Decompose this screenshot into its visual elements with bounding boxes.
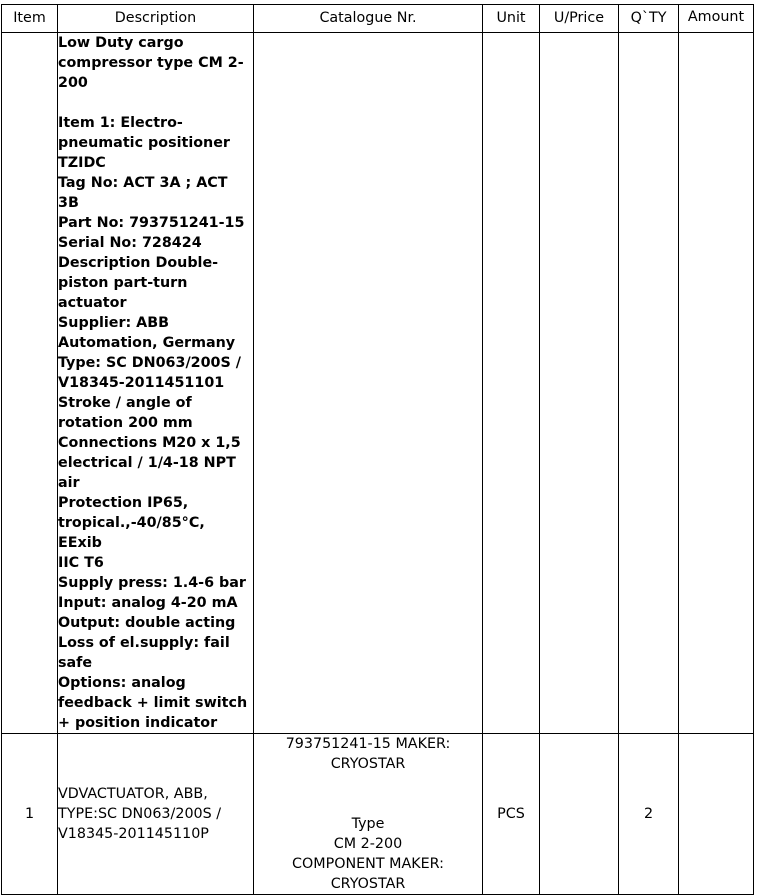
spec-unit-cell	[483, 33, 540, 734]
header-unit: Unit	[483, 5, 540, 33]
header-description: Description	[58, 5, 254, 33]
header-catalogue: Catalogue Nr.	[254, 5, 483, 33]
row-description: VDVACTUATOR, ABB, TYPE:SC DN063/200S / V18345-201145110P	[58, 734, 254, 895]
row-item-number: 1	[2, 734, 58, 895]
table-row	[2, 734, 754, 895]
quotation-table	[1, 4, 754, 895]
header-item: Item	[2, 5, 58, 33]
spec-amount-cell	[679, 33, 754, 734]
row-catalogue: 793751241-15 MAKER: CRYOSTAR Type CM 2-200 COMPONENT MAKER: CRYOSTAR	[254, 734, 483, 895]
spec-description: Low Duty cargo compressor type CM 2- 200 Item 1: Electro- pneumatic positioner TZIDC Tag No: ACT 3A ; ACT 3B Part No: 793751241-15 Serial No: 728424 Description Double- piston part-turn actuator Supplier: ABB Automation, Germany Type: SC DN063/200S / V18345-2011451101 Stroke / angle of rotation 200 mm Connections M20 x 1,5 electrical / 1/4-18 NPT air Protection IP65, tropical.,-40/85°C, EExib IIC T6 Supply press: 1.4-6 bar Input: analog 4-20 mA Output: double acting Loss of el.supply: fail safe Options: analog feedback + limit switch + position indicator	[58, 33, 254, 734]
spec-catalogue-cell	[254, 33, 483, 734]
spec-qty-cell	[619, 33, 679, 734]
row-qty: 2	[619, 734, 679, 895]
header-row	[2, 5, 754, 33]
spec-item-cell	[2, 33, 58, 734]
header-qty: Q`TY	[619, 5, 679, 33]
spec-uprice-cell	[540, 33, 619, 734]
row-amount	[679, 734, 754, 895]
row-unit: PCS	[483, 734, 540, 895]
header-uprice: U/Price	[540, 5, 619, 33]
spec-row	[2, 33, 754, 734]
row-uprice	[540, 734, 619, 895]
header-amount: Amount	[679, 5, 754, 33]
